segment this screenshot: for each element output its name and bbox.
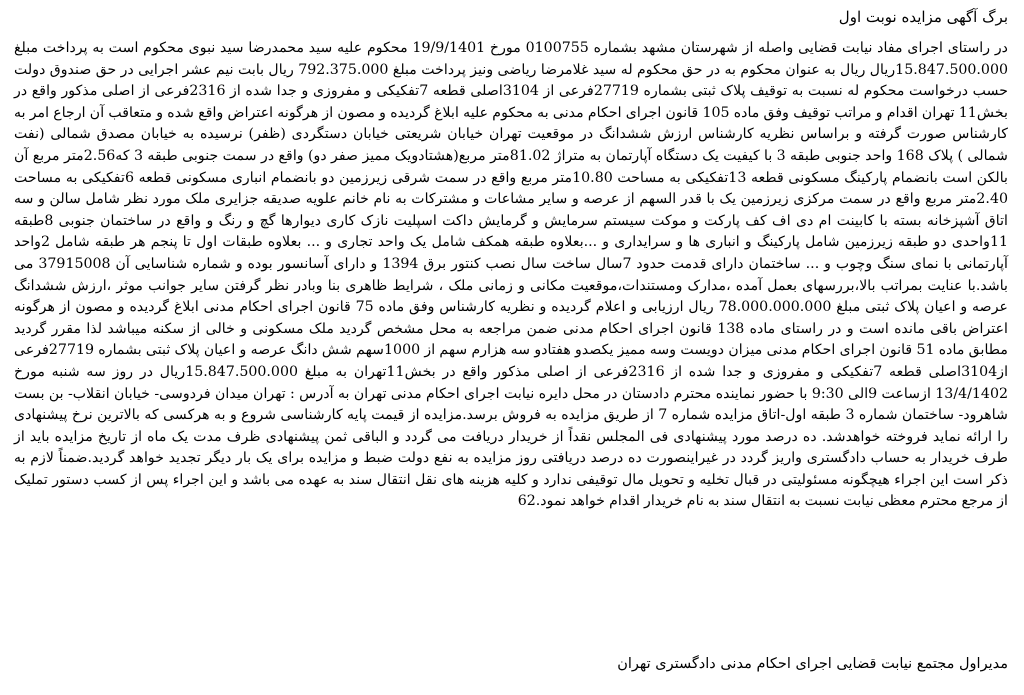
document-signature: مدیراول مجتمع نیابت قضایی اجرای احکام مدنی دادگستری تهران xyxy=(617,656,1008,672)
document-body: در راستای اجرای مفاد نیابت قضایی واصله از شهرستان مشهد بشماره 0100755 مورخ 19/9/1401 محکوم علیه سید محمدرضا سید نبوی محکوم است به پرداخت مبلغ 15.847.500.000ریال ریال به عنوان محکوم به در حق محکوم له سید غلامرضا ریاضی ونیز پرداخت مبلغ 792.375.000 ریال بابت نیم عشر اجرایی در حق صندوق دولت حسب درخواست محکوم له نسبت به توقیف پلاک ثبتی بشماره 27719فرعی از 3104اصلی قطعه 7تفکیکی و مفروزی و جدا شده از 2316فرعی از اصلی مذکور واقع در بخش11 تهران اقدام و مراتب توقیف وفق ماده 105 قانون اجرای احکام مدنی به محکوم علیه ابلاغ گردیده و مصون از هرگونه اعتراض واقع شده و متعاقب آن ارجاع امر به کارشناس صورت گرفته و براساس نظریه کارشناس ارزش ششدانگ در موقعیت تهران خیابان شریعتی خیابان دستگردی (ظفر) نرسیده به خیابان مصدق شمالی (نفت شمالی ) پلاک 168 واحد جنوبی طبقه 3 با کیفیت یک دستگاه آپارتمان به متراژ 81.02متر مربع(هشتادویک ممیز صفر دو) واقع در سمت جنوبی طبقه 3 که2.56متر مربع آن بالکن است بانضمام پارکینگ مسکونی قطعه 13تفکیکی به مساحت 10.80متر مربع واقع در سمت شرقی زیرزمین دو بانضمام انباری مسکونی قطعه 6تفکیکی به مساحت 2.40متر مربع واقع در سمت مرکزی زیرزمین یک با قدر السهم از عرصه و سایر مشاعات و مشترکات به نام خانم علویه صدیقه جزایری ملک مورد نظر شامل سالن و سه اتاق آشپزخانه بسته با کابینت ام دی اف کف پارکت و موکت سیستم سرمایش و گرمایش داکت اسپلیت نازک کاری دیوارها گچ و رنگ و واقع در ساختمان جنوبی 8طبقه 11واحدی دو طبقه زیرزمین شامل پارکینگ و انباری ها و سرایداری و ...بعلاوه طبقه همکف شامل یک واحد تجاری و ... بعلاوه طبقات اول تا پنجم هر طبقه شامل 2واحد آپارتمانی با نمای سنگ وچوب و ... ساختمان دارای قدمت حدود 7سال ساخت سال نصب کنتور برق 1394 و دارای آسانسور بوده و شماره شناسایی آن 3791500‌8 می باشد.با عنایت بمراتب بالا،بررسهای بعمل آمده ،مدارک ومستندات،موقعیت مکانی و زمانی ملک ، شرایط ظاهری بنا وبادر نظر گرفتن سایر جوانب موثر ،ارزش ششدانگ عرصه و اعیان پلاک ثبتی مبلغ 78.000.000.000 ریال ارزیابی و اعلام گردیده و نظریه کارشناس وفق ماده 75 قانون اجرای احکام مدنی ابلاغ گردیده و مصون از هرگونه اعتراض باقی مانده است و در راستای ماده 138 قانون اجرای احکام مدنی ضمن مراجعه به محل مشخص گردید ملک مسکونی و خالی از سکنه میباشد لذا مقرر گردید مطابق ماده 51 قانون اجرای احکام مدنی میزان دویست وسه ممیز یکصدو هفتادو سه هزارم سهم از 1000سهم شش دانگ عرصه و اعیان پلاک ثبتی بشماره 27719فرعی از3104اصلی قطعه 7تفکیکی و مفروزی و جدا شده از 2316فرعی از اصلی مذکور واقع در بخش11تهران به مبلغ 15.847.500.000ریال در روز سه شنبه مورخ 13/4/1402 ازساعت 9الی 9:30 با حضور نماینده محترم دادستان در محل دایره نیابت اجرای احکام مدنی تهران به آدرس : تهران میدان فردوسی- خیابان انقلاب- بن بست شاهرود- ساختمان شماره 3 طبقه اول-اتاق مزایده شماره 7 از طریق مزایده به فروش برسد.مزایده از قیمت پایه کارشناسی شروع و به هرکسی که بالاترین نرخ پیشنهادی را ارائه نماید فروخته خواهدشد. ده درصد مورد پیشنهادی فی المجلس نقداً از خریدار دریافت می گردد و الباقی ثمن پیشنهادی ظرف مدت یک ماه از تاریخ مزایده باید از طرف خریدار به حساب دادگستری واریز گردد در غیراینصورت ده درصد دریافتی روز مزایده به نفع دولت ضبط و مزایده برای یک بار دیگر تجدید خواهد گردید.ضمناً لازم به ذکر است این اجراء هیچگونه مسئولیتی در قبال تخلیه و تحویل مال توقیفی ندارد و کلیه هزینه های نقل انتقال سند به عهده می باشد و این اجراء پس از کسب دستور تملیک از مرجع محترم معظی نیابت نسبت به انتقال سند به نام خریدار اقدام خواهد نمود.62 xyxy=(14,40,1009,510)
document-title: برگ آگهی مزایده نوبت اول xyxy=(838,8,1008,26)
